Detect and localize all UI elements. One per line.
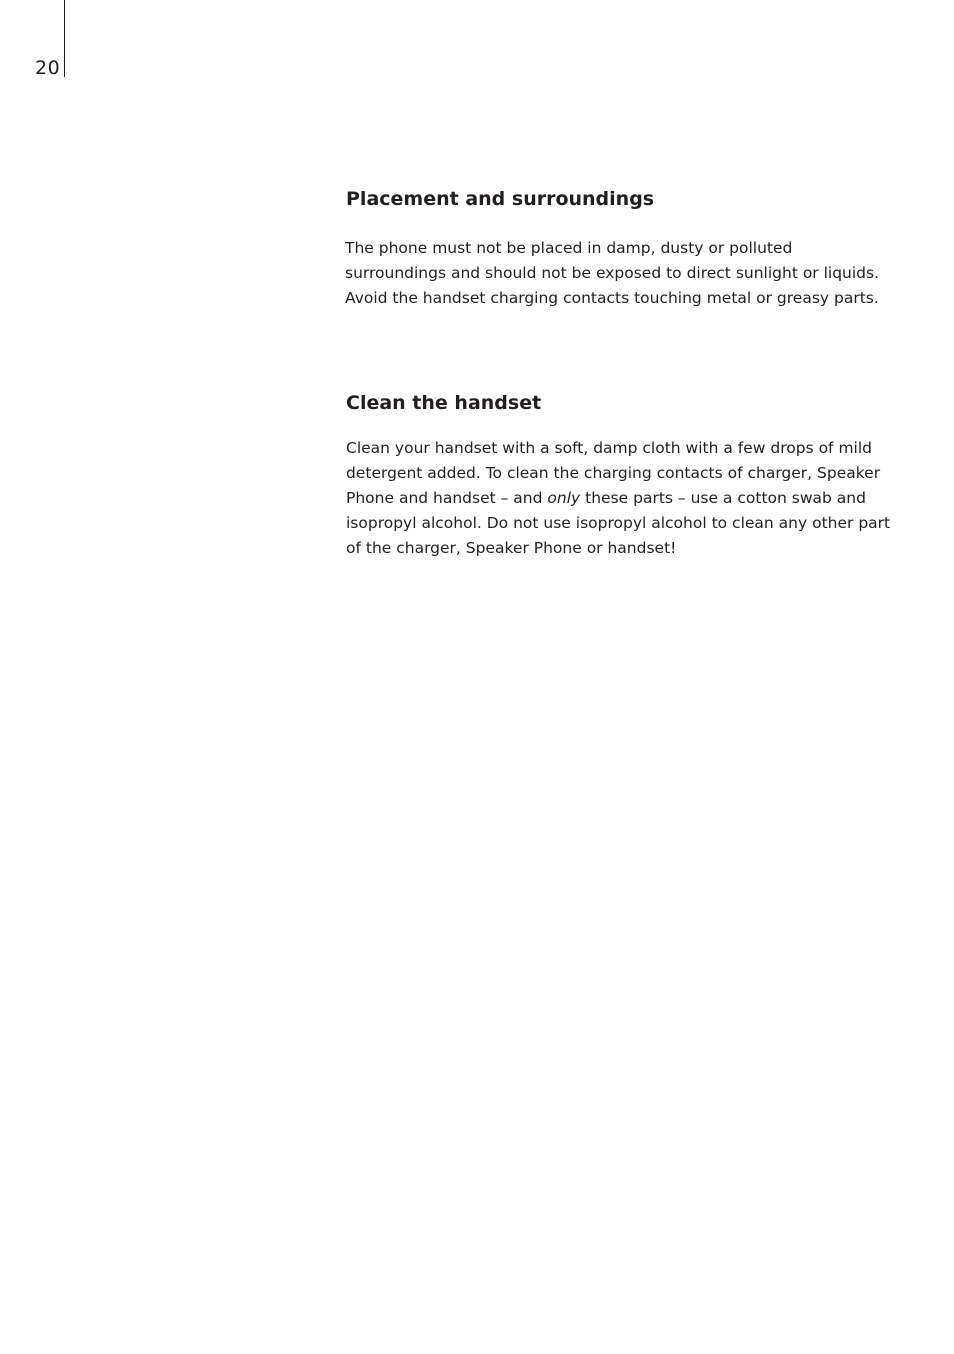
section-body-placement: The phone must not be placed in damp, dusty or polluted surroundings and should not be exposed to direct sunlight or liquids. Avoid the handset charging contacts touching metal or greasy parts. [345,239,880,307]
body-text-part1: Clean your handset with a soft, damp cloth with a few drops of mild detergent added. To clean the charging contacts of charger, Speaker Phone and handset – and [346,439,881,507]
body-text-part2: these parts – use a cotton swab and isopropyl alcohol. Do not use isopropyl alcohol to clean any other part of the charger, Speaker Phone or handset! [346,489,891,557]
section-heading-clean: Clean the handset [346,392,542,414]
section-body-clean [346,436,891,561]
section-heading-placement: Placement and surroundings [346,188,655,210]
page-number: 20 [35,57,61,79]
margin-rule [64,0,65,77]
body-text-emphasis: only [547,489,581,507]
